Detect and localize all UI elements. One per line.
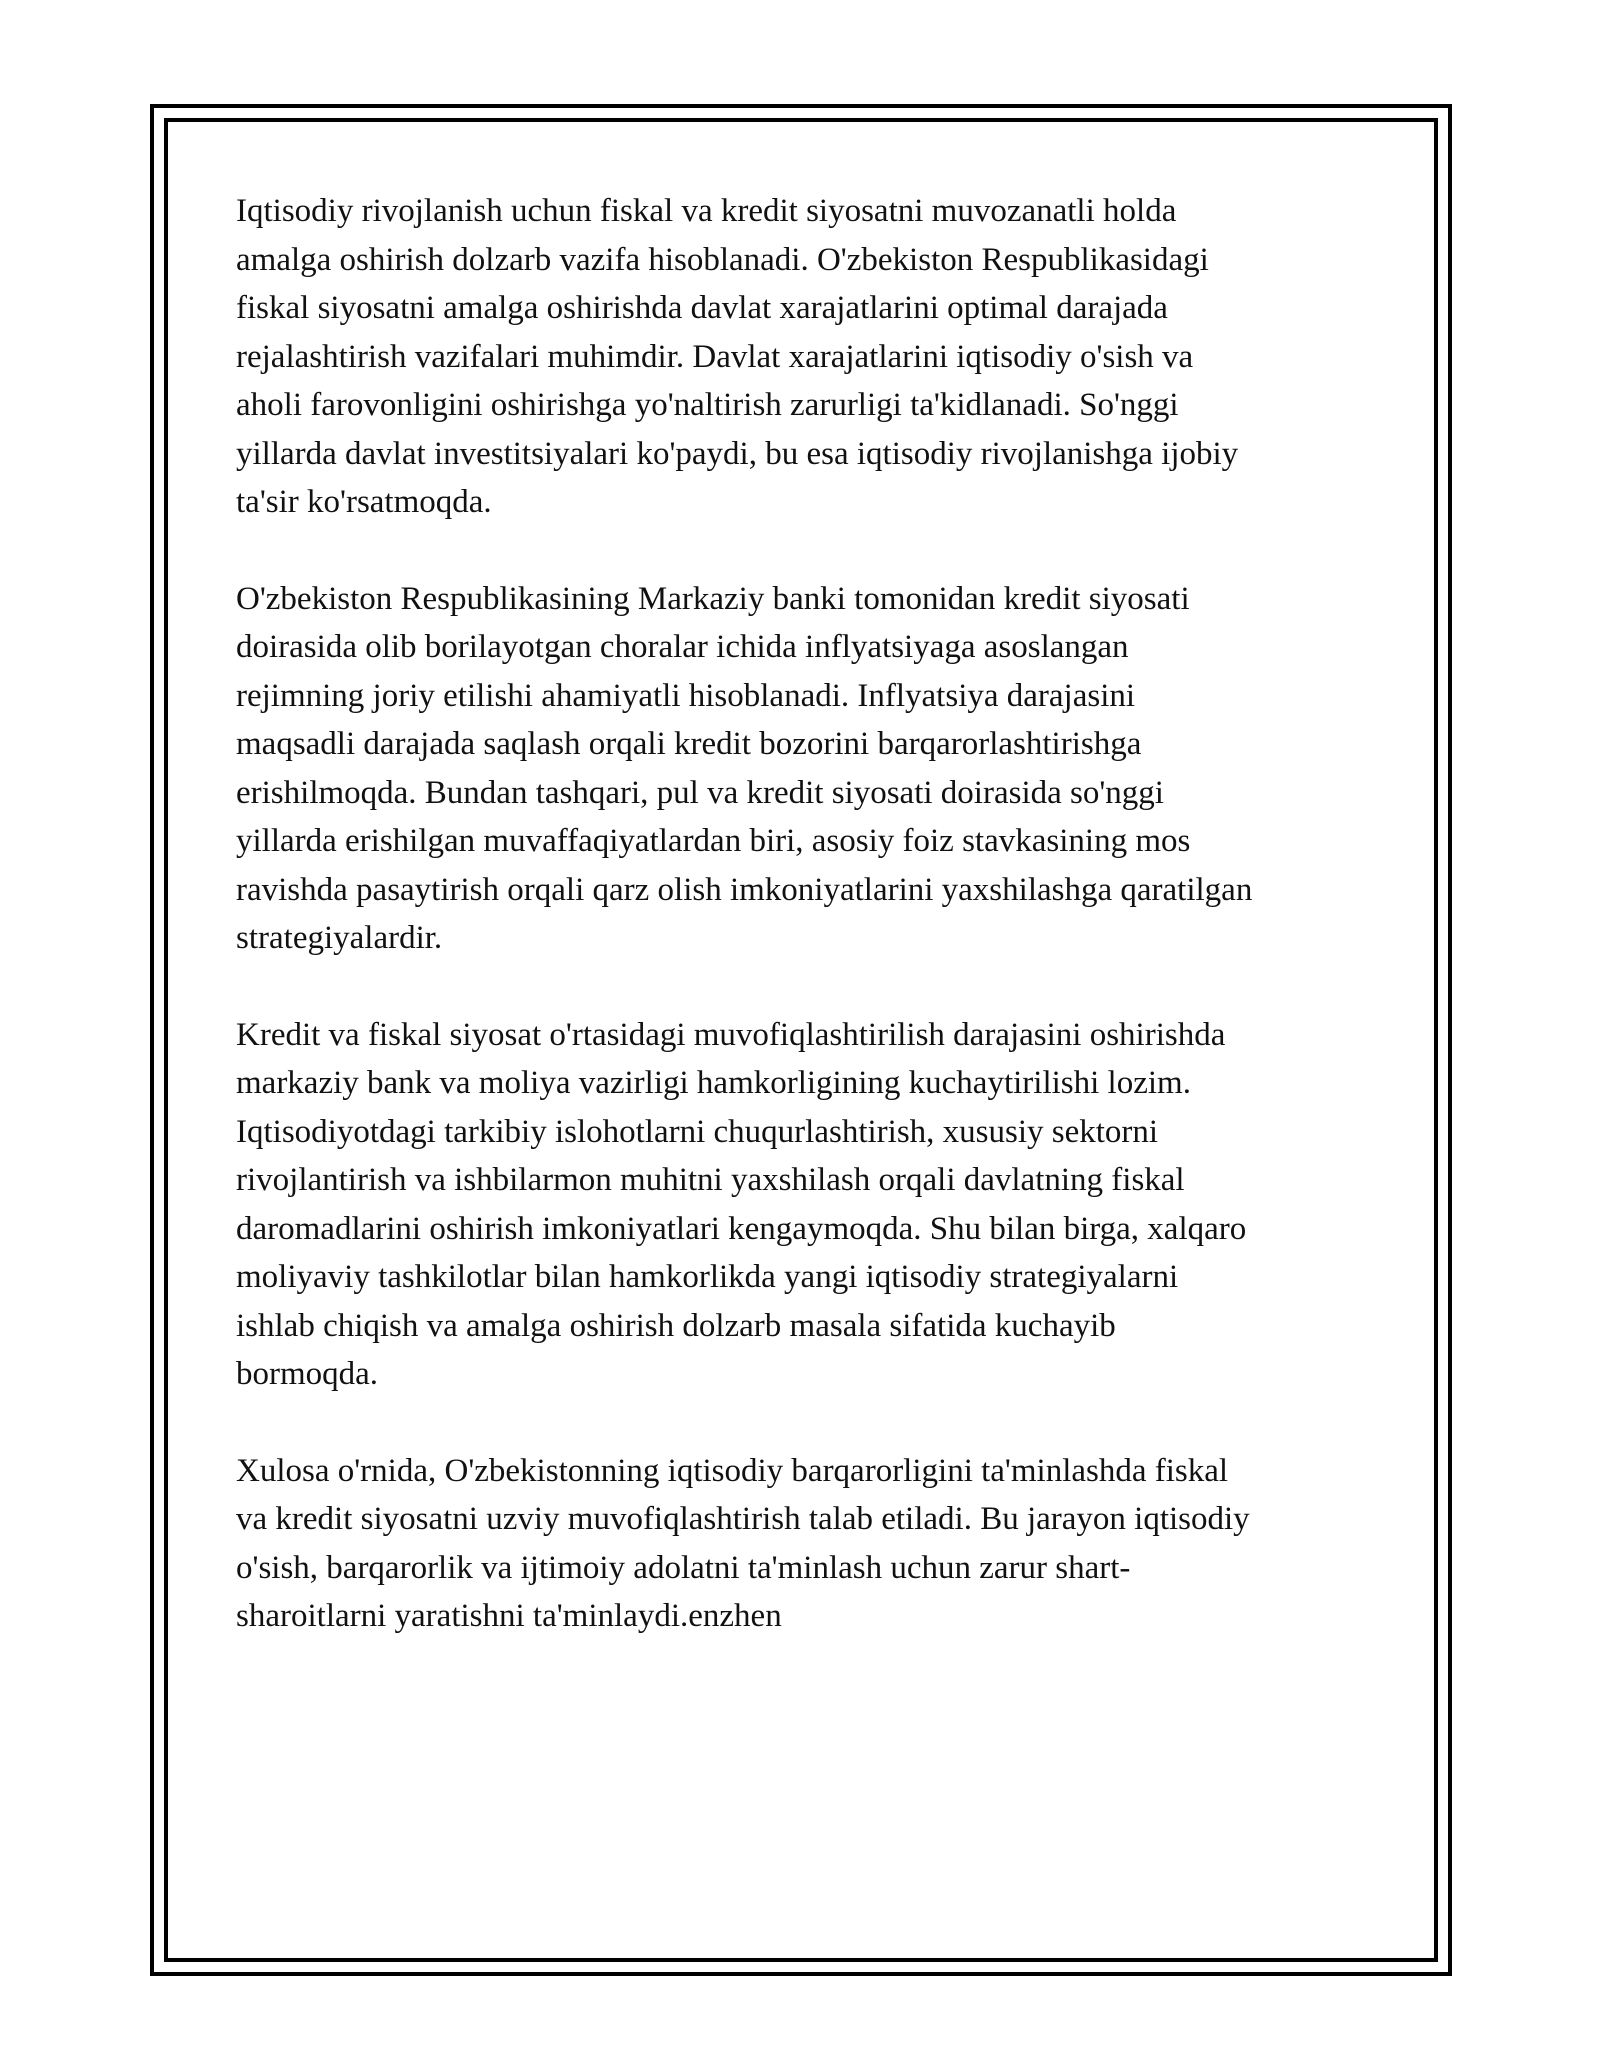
text-line: fiskal siyosatni amalga oshirishda davlat xarajatlarini optimal darajada	[236, 290, 1168, 326]
text-line: daromadlarini oshirish imkoniyatlari kengaymoqda. Shu bilan birga, xalqaro	[236, 1210, 1247, 1247]
text-line: ta'sir ko'rsatmoqda.	[236, 484, 492, 520]
text-line: Xulosa o'rnida, O'zbekistonning iqtisodiy barqarorligini ta'minlashda fiskal	[236, 1452, 1229, 1489]
text-line: amalga oshirish dolzarb vazifa hisoblanadi. O'zbekiston Respublikasidagi	[236, 241, 1209, 278]
paragraph-4	[236, 1447, 1396, 1641]
text-line: rivojlantirish va ishbilarmon muhitni yaxshilash orqali davlatning fiskal	[236, 1162, 1185, 1198]
text-line: O'zbekiston Respublikasining Markaziy banki tomonidan kredit siyosati	[236, 580, 1190, 617]
text-line: va kredit siyosatni uzviy muvofiqlashtirish talab etiladi. Bu jarayon iqtisodiy	[236, 1501, 1250, 1537]
paragraph-1	[236, 187, 1396, 527]
text-line: Iqtisodiyotdagi tarkibiy islohotlarni chuqurlashtirish, xususiy sektorni	[236, 1113, 1159, 1150]
text-line: aholi farovonligini oshirishga yo'naltirish zarurligi ta'kidlanadi. So'nggi	[236, 387, 1179, 423]
text-line: sharoitlarni yaratishni ta'minlaydi.enzhen	[236, 1598, 782, 1634]
text-line: erishilmoqda. Bundan tashqari, pul va kredit siyosati doirasida so'nggi	[236, 774, 1164, 811]
text-line: ravishda pasaytirish orqali qarz olish imkoniyatlarini yaxshilashga qaratilgan	[236, 871, 1253, 908]
text-line: yillarda davlat investitsiyalari ko'paydi, bu esa iqtisodiy rivojlanishga ijobiy	[236, 435, 1239, 472]
text-line: o'sish, barqarorlik va ijtimoiy adolatni ta'minlash uchun zarur shart-	[236, 1549, 1131, 1586]
text-line: rejimning joriy etilishi ahamiyatli hisoblanadi. Inflyatsiya darajasini	[236, 677, 1136, 714]
text-line: strategiyalardir.	[236, 920, 443, 956]
text-line: yillarda erishilgan muvaffaqiyatlardan biri, asosiy foiz stavkasining mos	[236, 823, 1191, 859]
text-line: markaziy bank va moliya vazirligi hamkorligining kuchaytirilishi lozim.	[236, 1065, 1191, 1101]
text-line: bormoqda.	[236, 1356, 379, 1392]
paragraph-3	[236, 1011, 1396, 1399]
text-line: ishlab chiqish va amalga oshirish dolzarb masala sifatida kuchayib	[236, 1307, 1116, 1344]
text-line: Kredit va fiskal siyosat o'rtasidagi muvofiqlashtirilish darajasini oshirishda	[236, 1016, 1226, 1053]
text-line: moliyaviy tashkilotlar bilan hamkorlikda yangi iqtisodiy strategiyalarni	[236, 1259, 1179, 1295]
text-line: Iqtisodiy rivojlanish uchun fiskal va kredit siyosatni muvozanatli holda	[236, 193, 1177, 229]
document-body	[236, 187, 1396, 1689]
text-line: maqsadli darajada saqlash orqali kredit bozorini barqarorlashtirishga	[236, 726, 1142, 762]
text-line: doirasida olib borilayotgan choralar ichida inflyatsiyaga asoslangan	[236, 629, 1129, 665]
text-line: rejalashtirish vazifalari muhimdir. Davlat xarajatlarini iqtisodiy o'sish va	[236, 338, 1194, 375]
paragraph-2	[236, 575, 1396, 963]
